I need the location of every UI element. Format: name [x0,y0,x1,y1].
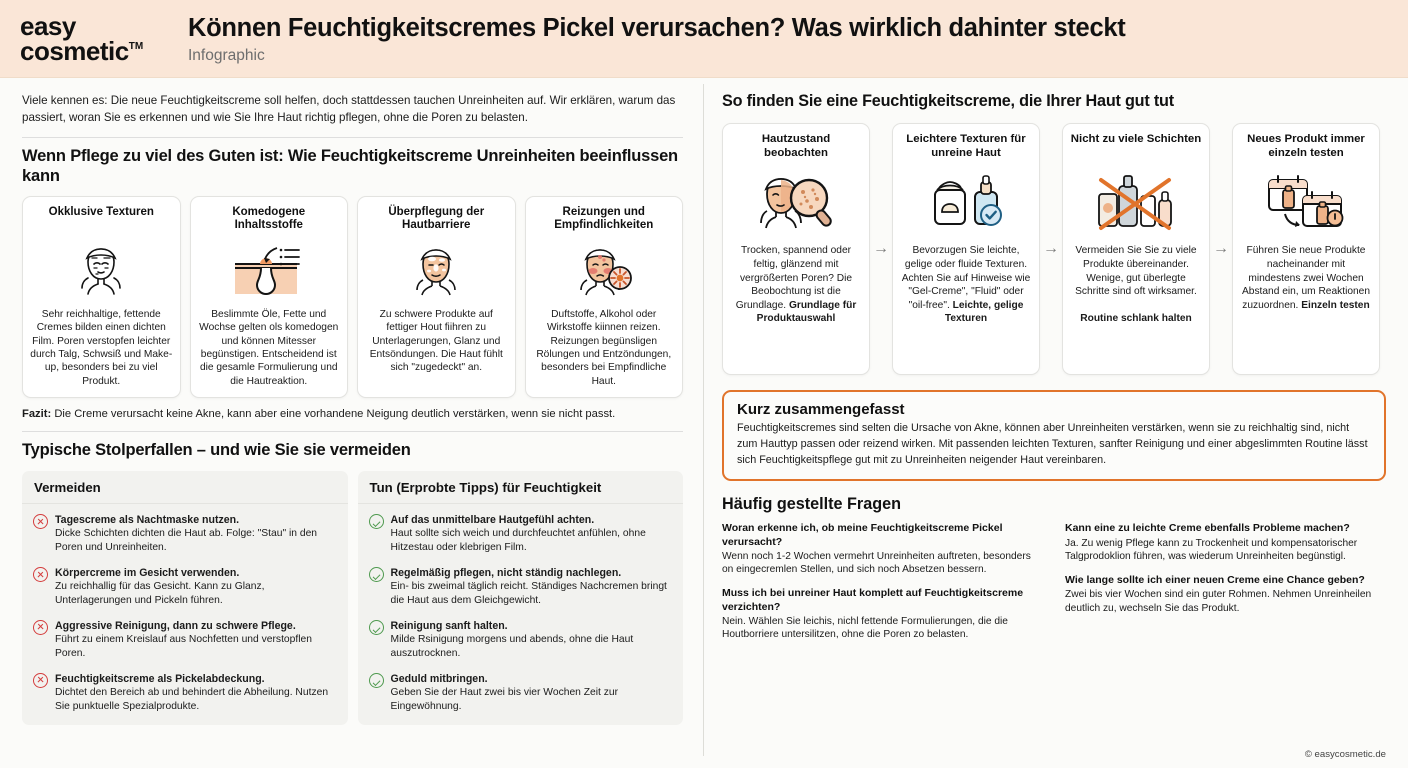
step-text: Trocken, spannend oder feltig, glänzend mit vergrößerten Poren? Die Beobochtung ist die Grundlage. [735,245,853,311]
list-item-text: Führt zu einem Kreislauf aus Nochfetten und verstopflen Poren. [55,633,312,659]
page-subtitle: Infographic [188,46,265,64]
faq-section-title: Häufig gestellte Fragen [722,495,901,514]
list-item [369,619,673,661]
step-highlight: Einzeln testen [1301,299,1370,311]
arrow-right-icon: → [873,240,889,258]
arrow-right-icon: → [1043,240,1059,258]
list-item-title: Geduld mitbringen. [390,672,488,685]
intro-paragraph: Viele kennen es: Die neue Feuchtigkeitscreme soll helfen, doch stattdessen tauchen Unreinheiten auf. Wir erklären, warum das passiert, woran Sie es erkennen und wie Sie Ihre Haut richtig pflegen, ohne die Poren zu belasten. [22,94,676,125]
section-title-pitfalls: Typische Stolperfallen – und wie Sie sie vermeiden [22,441,411,460]
summary-text: Feuchtigkeitscremes sind selten die Ursache von Akne, können aber Unreinheiten verstärken, wenn sie zu reichhaltig sind, nicht zum Hauttyp passen oder reizend wirken. Mit passenden leichten Texturen, sanfter Reinigung und einer abgeslimmten Routine lässt sich Feuchtigkeitspflege gut mit zu Unreinheiten neigender Haut vereinbaren. [737,422,1368,466]
step-highlight: Grundlage für Produktauswahl [756,299,857,325]
x-circle-icon [33,567,48,582]
list-item-title: Regelmäßig pflegen, nicht ständig nachlegen. [390,566,622,579]
do-panel [358,471,684,725]
list-item-title: Reinigung sanft halten. [390,619,508,632]
faq-item [1065,574,1386,615]
step-highlight: Routine schlank halten [1080,313,1192,325]
avoid-panel-heading: Vermeiden [22,471,348,504]
list-item [369,566,673,608]
copyright-notice: © easycosmetic.de [1304,749,1386,760]
step-card [722,123,870,375]
divider [22,431,683,432]
faq-column-left [722,522,1043,652]
pitfall-panels [22,471,683,725]
faq-item [1065,522,1386,563]
list-item-text: Zu reichhallig für das Gesicht. Kann zu Glanz, Unterlagerungen und Pickeln führen. [55,581,265,606]
arrow-right-icon: → [1213,240,1229,258]
list-item-text: Geben Sie der Haut zwei bis vier Wochen Zeit zur Eingewöhnung. [390,686,619,712]
step-body [730,244,862,325]
cause-cards [22,196,683,399]
card-title: Reizungen und Empfindlichkeiten [554,205,654,232]
divider [22,137,683,138]
step-text: Bevorzugen Sie leichte, gelige oder fluide Texturen. Achten Sie auf Hinweise wie "Gel-Creme", "Fluid" oder "oil-free". [901,245,1031,311]
list-item-title: Körpercreme im Gesicht verwenden. [55,566,240,579]
list-item-text: Dicke Schichten dichten die Haut ab. Folge: "Stau" in den Poren und Unreinheiten. [55,528,318,554]
step-title: Neues Produkt immer einzeln testen [1247,133,1365,160]
conclusion-label: Fazit: [22,408,52,421]
brand-logo [0,8,188,65]
step-text: Vermeiden Sie Sie zu viele Produkte übereinander. Wenige, gut überlegte Schritte sind oft wirksamer. [1075,245,1197,298]
list-item [369,513,673,555]
step-card [1062,123,1210,375]
face-cream-mask-icon [70,238,132,304]
shiny-face-icon [405,238,467,304]
list-item-text: Milde Rsinigung morgens und abends, ohne die Haut auszutrocknen. [390,633,634,659]
faq-question: Woran erkenne ich, ob meine Feuchtigkeitscreme Pickel verursacht? [722,522,1003,548]
list-item-title: Aggressive Reinigung, dann zu schwere Pflege. [55,619,296,632]
faq-answer: Wenn noch 1-2 Wochen vermehrt Unreinheiten auftreten, besonders on eingecremlen Stellen, und sich noch Absetzen bessern. [722,550,1031,576]
cause-card [22,196,181,399]
crossed-out-products-icon [1093,166,1179,238]
faq-column-right [1065,522,1386,652]
cause-card [525,196,684,399]
card-body: Duftstoffe, Alkohol oder Wirkstoffe kiinnen reizen. Reizungen begünsligen Rölungen und Entzöndungen, besonders bei Empfindliche Haut. [536,308,672,387]
step-body [1240,244,1372,312]
cause-card [357,196,516,399]
step-title: Leichtere Texturen für unreine Haut [906,133,1026,160]
step-cards [722,123,1386,375]
card-body: Zu schwere Produkte auf fettiger Hout fiihren zu Unterlagerungen, Glanz und Entsöndungen. Die Haut fühlt sich "zugedeckt" an. [369,308,503,374]
card-body: Sehr reichhaltige, fettende Cremes bilden einen dichten Film. Poren verstopfen leichter durch Talg, Schwsiß und Make-up, besonders bei zu viel Produkt. [30,308,173,387]
faq-question: Muss ich bei unreiner Haut komplett auf Feuchtigkeitscreme verzichten? [722,587,1024,613]
faq-columns [722,522,1386,652]
list-item-title: Feuchtigkeitscreme als Pickelabdeckung. [55,672,265,685]
section-title-causes: Wenn Pflege zu viel des Guten ist: Wie Feuchtigkeitscreme Unreinheiten beeinflussen kann [22,147,678,185]
logo-trademark: TM [128,41,144,53]
right-column [704,78,1408,768]
step-card [1232,123,1380,375]
check-circle-icon [369,620,384,635]
card-title: Okklusive Texturen [48,205,154,218]
avoid-panel [22,471,348,725]
check-circle-icon [369,514,384,529]
faq-question: Wie lange sollte ich einer neuen Creme eine Chance geben? [1065,574,1365,587]
section-title-howto: So finden Sie eine Feuchtigkeitscreme, die Ihrer Haut gut tut [722,92,1174,110]
list-item [33,619,337,661]
page-title: Können Feuchtigkeitscremes Pickel verursachen? Was wirklich dahinter steckt [188,14,1126,42]
do-panel-heading: Tun (Erprobte Tipps) für Feuchtigkeit [358,471,684,504]
face-magnifier-icon [753,166,839,238]
calendar-product-test-icon [1263,166,1349,238]
check-circle-icon [369,673,384,688]
summary-title: Kurz zusammengefasst [737,401,905,419]
page-header [0,0,1408,78]
conclusion-text: Die Creme verursacht keine Akne, kann aber eine vorhandene Neigung deutlich verstärken, wenn sie nicht passt. [51,408,616,421]
do-list [358,504,684,725]
list-item [33,566,337,608]
step-body [900,244,1032,325]
card-title: Überpflegung der Hautbarriere [388,205,485,232]
list-item [33,672,337,714]
pore-cross-section-icon [229,238,309,304]
logo-line-1: easy [20,11,76,41]
cream-jar-serum-check-icon [923,166,1009,238]
faq-question: Kann eine zu leichte Creme ebenfalls Probleme machen? [1065,522,1350,535]
summary-box [722,390,1386,481]
x-circle-icon [33,514,48,529]
step-highlight: Leichte, gelige Texturen [944,299,1024,325]
x-circle-icon [33,673,48,688]
list-item-text: Ein- bis zweimal täglich reicht. Ständiges Nachcremen bringt die Haut aus dem Gleichgewicht. [390,581,667,606]
cause-card [190,196,349,399]
logo-line-2: cosmetic [20,36,129,67]
faq-item [722,587,1043,641]
irritated-face-icon [571,238,637,304]
step-title: Nicht zu viele Schichten [1070,133,1202,146]
step-body [1070,244,1202,325]
avoid-list [22,504,348,725]
card-body: Beslimmte Öle, Fette und Wochse gelten ols komedogen und können Mitesser begünstigen. Entscheidend ist die gesamle Formulierung und die Hautreaktion. [199,308,339,387]
conclusion-line [22,408,683,420]
faq-answer: Ja. Zu wenig Pflege kann zu Trockenheit und kompensatorischer Talgprodoklion führen, was wiederum Unreinheiten begünstigl. [1065,537,1358,562]
left-column [0,78,703,768]
list-item [33,513,337,555]
list-item-text: Dichtet den Bereich ab und behindert die Abheilung. Nutzen Sie punktuelle Spezialprodukte. [55,686,329,712]
step-title: Hautzustand beobachten [761,133,831,160]
check-circle-icon [369,567,384,582]
list-item-title: Auf das unmittelbare Hautgefühl achten. [390,514,595,527]
list-item-title: Tagescreme als Nachtmaske nutzen. [55,514,240,527]
step-card [892,123,1040,375]
faq-answer: Nein. Wählen Sie leichis, nichl fettende Formulierungen, die die Houtborriere untersilitzen, ohne die Poren zo belasten. [722,615,1008,640]
faq-item [722,522,1043,576]
list-item [369,672,673,714]
list-item-text: Haut sollte sich weich und durchfeuchtet anfühlen, ohne Hitzestau oder klebrigen Film. [390,528,646,554]
faq-answer: Zwei bis vier Wochen sind ein guter Rohmen. Nehmen Unreinheilen deutlich zu, wechseln Sie das Produkt. [1065,589,1372,614]
card-title: Komedogene Inhaltsstoffe [232,205,306,232]
step-text: Führen Sie neue Produkte nacheinander mit mindestens zwei Wochen Abstand ein, um Reaktionen zuzuordnen. [1242,245,1370,311]
x-circle-icon [33,620,48,635]
